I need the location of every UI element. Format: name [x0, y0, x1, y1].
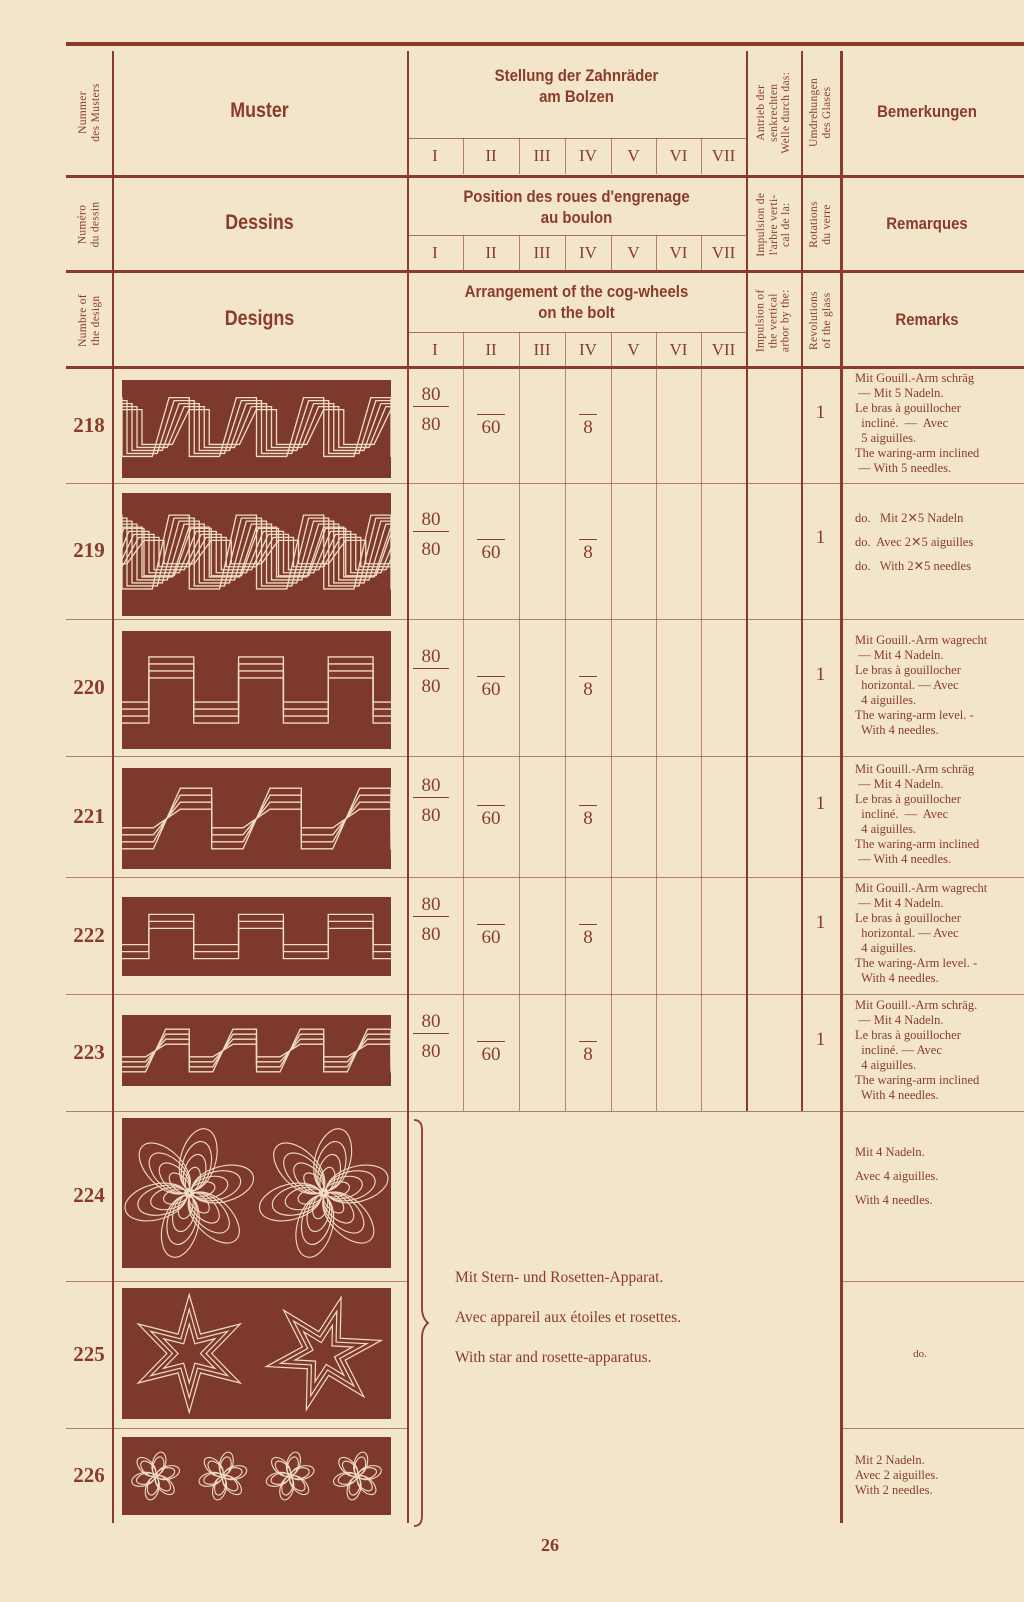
remark-line: With 4 needles. — [855, 971, 939, 985]
rotations-value: 1 — [815, 1028, 826, 1050]
gear-column-III: III — [533, 243, 551, 262]
gear-col-divider — [656, 138, 657, 174]
header-impulsion-label — [755, 289, 793, 352]
label-line: du verre — [820, 204, 833, 245]
gear-column-IV: IV — [579, 243, 597, 262]
column-rule — [840, 51, 843, 1523]
gear-IV: 8 — [579, 414, 597, 439]
gear-column-IV: IV — [579, 340, 597, 359]
remark-line: 5 aiguilles. — [855, 431, 917, 445]
remark-line: — With 4 needles. — [855, 852, 952, 866]
column-rule — [746, 51, 748, 1111]
gear-column-II: II — [485, 243, 497, 262]
header-bottom-rule — [66, 366, 1024, 369]
row-divider — [66, 756, 407, 757]
label-line: Stellung der Zahnräder — [494, 66, 659, 85]
row-divider — [840, 1281, 1024, 1282]
gear-column-VI: VI — [669, 340, 688, 359]
remarks-cell — [855, 512, 1024, 572]
header-impulsion-english — [746, 273, 801, 368]
remark-line: Le bras à gouillocher — [855, 1028, 961, 1042]
label-line: arbor by the: — [779, 289, 792, 352]
header-remarks-german: Bemerkungen — [877, 101, 977, 121]
gear-col-divider — [611, 368, 612, 1111]
gear-column-VI: VI — [669, 146, 688, 165]
header-gears-german — [427, 65, 725, 107]
gear-column-VII: VII — [711, 243, 736, 262]
gear-column-III: III — [533, 146, 551, 165]
gear-col-divider — [463, 332, 464, 368]
gear-column-IV: IV — [579, 146, 597, 165]
remark-line: With 2 needles. — [855, 1483, 933, 1497]
label-line: Nummer — [76, 91, 89, 134]
gear-col-divider — [565, 368, 566, 1111]
gear-I-bottom: 80 — [421, 675, 441, 697]
label-line: du dessin — [88, 201, 101, 248]
header-number-label — [76, 202, 101, 248]
design-swatch-219 — [122, 493, 391, 616]
design-swatch-221 — [122, 768, 391, 869]
note-line: Mit Stern- und Rosetten-Apparat. — [455, 1269, 664, 1286]
column-rule — [112, 51, 114, 1523]
subheader-divider — [407, 332, 746, 333]
column-rule — [801, 51, 803, 1111]
header-rotations-german — [801, 51, 840, 174]
row-divider — [407, 756, 840, 757]
header-divider — [66, 270, 1024, 273]
design-swatch-218 — [122, 380, 391, 478]
remarks-cell — [855, 371, 1024, 476]
swatch-background — [122, 1288, 391, 1419]
row-divider — [66, 1111, 407, 1112]
remark-line: The waring-arm level. - — [855, 708, 974, 722]
column-rule — [407, 51, 409, 1523]
label-line: Numéro — [76, 204, 89, 245]
remark-line: 4 aiguilles. — [855, 822, 917, 836]
header-impulsion-label — [755, 193, 793, 257]
remark-line: With 4 needles. — [855, 723, 939, 737]
gear-column-V: V — [627, 340, 640, 359]
header-rotations-french — [801, 178, 840, 271]
label-line: Antrieb der — [754, 84, 767, 141]
header-gears-english — [427, 281, 725, 323]
design-number: 226 — [73, 1462, 105, 1487]
gear-column-I: I — [432, 243, 438, 262]
gear-I-bottom: 80 — [421, 923, 441, 945]
design-number: 221 — [73, 803, 105, 828]
gear-II: 60 — [477, 414, 505, 439]
row-divider — [66, 1428, 407, 1429]
gear-column-II: II — [485, 146, 497, 165]
design-number: 218 — [73, 412, 105, 437]
gear-col-divider — [565, 332, 566, 368]
header-divider — [66, 175, 1024, 178]
header-designs-english: Designs — [224, 306, 295, 330]
design-swatch-220 — [122, 631, 391, 749]
row-divider — [66, 994, 407, 995]
remarks-cell — [855, 881, 1024, 986]
remarks-cell — [855, 633, 1024, 738]
remark-line: With 4 needles. — [855, 1088, 939, 1102]
gear-column-I: I — [432, 340, 438, 359]
remark-line: — Mit 4 Nadeln. — [855, 648, 944, 662]
design-swatch-222 — [122, 897, 391, 976]
row-divider — [66, 1281, 407, 1282]
gear-II: 60 — [477, 805, 505, 830]
remarks-cell — [855, 1453, 1024, 1498]
gear-I-bottom: 80 — [421, 539, 441, 560]
label-line: Numbre of — [76, 294, 89, 347]
label-line: the vertical — [767, 292, 780, 349]
gear-II: 60 — [477, 676, 505, 701]
remark-line: The waring-arm inclined — [855, 837, 980, 851]
row-divider — [66, 483, 407, 484]
label-line: des Glases — [820, 86, 833, 139]
remark-line: incliné. — Avec — [855, 416, 949, 430]
remark-line: Mit Gouill.-Arm schräg. — [855, 998, 978, 1012]
header-remarks-french: Remarques — [886, 213, 968, 233]
gear-II: 60 — [477, 1041, 505, 1066]
note-line: Avec appareil aux étoiles et rosettes. — [455, 1309, 682, 1326]
gear-IV: 8 — [579, 539, 597, 564]
top-rule — [66, 42, 1024, 46]
swatch-background — [122, 631, 391, 749]
page-number: 26 — [541, 1535, 559, 1555]
design-swatch-225 — [122, 1288, 391, 1419]
note-line: With star and rosette-apparatus. — [455, 1349, 652, 1366]
header-rotations-english — [801, 273, 840, 368]
subheader-divider — [407, 138, 746, 139]
remark-line: Mit 2 Nadeln. — [855, 1453, 925, 1467]
gear-column-VII: VII — [711, 340, 736, 359]
gear-col-divider — [656, 235, 657, 271]
remark-line: 4 aiguilles. — [855, 1058, 917, 1072]
row-divider — [840, 483, 1024, 484]
gear-I-top: 80 — [413, 646, 449, 669]
gear-col-divider — [565, 138, 566, 174]
remark-line: horizontal. — Avec — [855, 926, 959, 940]
gear-II: 60 — [477, 539, 505, 564]
header-impulsion-german — [746, 51, 801, 174]
header-rotations-label — [808, 291, 833, 350]
gear-column-V: V — [627, 146, 640, 165]
gear-I-top: 80 — [413, 1011, 449, 1034]
design-swatch-224 — [122, 1118, 391, 1268]
header-rotations-label — [808, 78, 833, 147]
remark-line: horizontal. — Avec — [855, 678, 959, 692]
header-number-label — [77, 294, 102, 347]
gear-column-II: II — [485, 340, 497, 359]
remark-line: Le bras à gouillocher — [855, 401, 961, 415]
gear-col-divider — [463, 368, 464, 1111]
remarks-cell — [855, 762, 1024, 867]
remarks-cell — [855, 1146, 1024, 1206]
label-line: au boulon — [540, 208, 613, 227]
gear-column-I: I — [432, 146, 438, 165]
remark-line: — Mit 5 Nadeln. — [855, 386, 944, 400]
gear-col-divider — [611, 332, 612, 368]
design-number: 224 — [73, 1183, 105, 1207]
remark-line: Mit 4 Nadeln. — [855, 1146, 925, 1159]
gear-column-V: V — [627, 243, 640, 262]
gear-col-divider — [519, 235, 520, 271]
remark-line: Avec 4 aiguilles. — [855, 1169, 939, 1183]
gear-col-divider — [611, 235, 612, 271]
gear-col-divider — [519, 368, 520, 1111]
design-number: 219 — [73, 538, 105, 562]
gear-I-top: 80 — [413, 775, 449, 798]
swatch-background — [122, 897, 391, 976]
gear-col-divider — [463, 235, 464, 271]
header-impulsion-label — [755, 72, 793, 154]
apparatus-note — [455, 1258, 681, 1378]
remark-line: With 4 needles. — [855, 1193, 933, 1206]
gear-col-divider — [701, 332, 702, 368]
remark-line: Le bras à gouillocher — [855, 792, 961, 806]
header-designs-french: Dessins — [225, 210, 294, 234]
remark-line: The waring-arm inclined — [855, 1073, 980, 1087]
design-number: 223 — [73, 1039, 105, 1064]
remark-line: Mit Gouill.-Arm schräg — [855, 762, 975, 776]
gear-IV: 8 — [579, 924, 597, 949]
gear-column-VI: VI — [669, 243, 688, 262]
remark-line: do. — [913, 1347, 927, 1360]
remark-line: Le bras à gouillocher — [855, 663, 961, 677]
remark-line: do. With 2✕5 needles — [855, 558, 971, 572]
row-divider — [840, 994, 1024, 995]
row-divider — [407, 1111, 840, 1112]
remark-line: — Mit 4 Nadeln. — [855, 777, 944, 791]
remark-line: Mit Gouill.-Arm schräg — [855, 371, 975, 385]
remark-line: The waring-Arm level. - — [855, 956, 978, 970]
gear-col-divider — [565, 235, 566, 271]
gear-column-III: III — [533, 340, 551, 359]
remark-line: — Mit 4 Nadeln. — [855, 1013, 944, 1027]
design-swatch-226 — [122, 1437, 391, 1515]
label-line: Rotations — [808, 201, 821, 248]
remark-line: do. Mit 2✕5 Nadeln — [855, 511, 964, 525]
remark-line: The waring-arm inclined — [855, 446, 980, 460]
remark-line — [855, 548, 1024, 560]
gear-col-divider — [611, 138, 612, 174]
label-line: Impulsion de — [754, 192, 767, 257]
row-divider — [840, 1111, 1024, 1112]
gear-col-divider — [701, 138, 702, 174]
label-line: Arrangement of the cog-wheels — [464, 282, 689, 301]
row-divider — [407, 994, 840, 995]
label-line: senkrechten — [767, 83, 780, 142]
brace-icon — [410, 1118, 430, 1528]
label-line: Position des roues d'engrenage — [463, 187, 690, 206]
subheader-divider — [407, 235, 746, 236]
remarks-cell — [855, 1347, 985, 1362]
header-number-french — [66, 178, 112, 271]
row-divider — [66, 877, 407, 878]
gear-IV: 8 — [579, 805, 597, 830]
gear-column-VII: VII — [711, 146, 736, 165]
remark-line — [855, 524, 1024, 536]
label-line: Impulsion of — [754, 289, 767, 352]
rotations-value: 1 — [815, 792, 826, 814]
gear-II: 60 — [477, 924, 505, 949]
gear-I-top: 80 — [413, 384, 449, 407]
remark-line: incliné. — Avec — [855, 807, 949, 821]
gear-col-divider — [463, 138, 464, 174]
rotations-value: 1 — [815, 663, 826, 685]
rotations-value: 1 — [815, 401, 826, 423]
design-number: 222 — [73, 922, 105, 947]
gear-col-divider — [519, 332, 520, 368]
gear-IV: 8 — [579, 676, 597, 701]
gear-col-divider — [519, 138, 520, 174]
gear-col-divider — [656, 332, 657, 368]
design-number: 220 — [73, 674, 105, 699]
gear-IV: 8 — [579, 1041, 597, 1066]
gear-I-top: 80 — [413, 509, 449, 532]
rotations-value: 1 — [815, 911, 826, 933]
remark-line: Mit Gouill.-Arm wagrecht — [855, 881, 988, 895]
remark-line: Avec 2 aiguilles. — [855, 1468, 939, 1482]
remarks-cell — [855, 998, 1024, 1103]
gear-col-divider — [701, 235, 702, 271]
header-impulsion-french — [746, 178, 801, 271]
gear-col-divider — [701, 368, 702, 1111]
design-swatch-223 — [122, 1015, 391, 1086]
header-number-label — [77, 83, 102, 142]
label-line: Umdrehungen — [808, 77, 820, 148]
remark-line: Mit Gouill.-Arm wagrecht — [855, 633, 988, 647]
label-line: Revolutions — [808, 291, 821, 350]
header-designs-german: Muster — [230, 98, 289, 122]
header-rotations-label — [808, 201, 833, 248]
header-number-english — [66, 273, 112, 368]
header-remarks-english: Remarks — [895, 309, 959, 329]
gear-I-bottom: 80 — [421, 804, 441, 826]
row-divider — [840, 619, 1024, 620]
label-line: on the bolt — [538, 303, 615, 322]
header-number-german — [66, 51, 112, 174]
remark-line: 4 aiguilles. — [855, 941, 917, 955]
gear-col-divider — [656, 368, 657, 1111]
label-line: Welle durch das: — [779, 71, 792, 154]
row-divider — [840, 1428, 1024, 1429]
remark-line: do. Avec 2✕5 aiguilles — [855, 534, 974, 549]
design-number: 225 — [73, 1341, 105, 1366]
label-line: des Musters — [89, 83, 101, 142]
row-divider — [66, 619, 407, 620]
label-line: cal de la: — [779, 202, 792, 247]
remark-line: Le bras à gouillocher — [855, 911, 961, 925]
remark-line: — Mit 4 Nadeln. — [855, 896, 944, 910]
rotations-value: 1 — [815, 527, 826, 548]
gear-I-bottom: 80 — [421, 413, 441, 435]
row-divider — [407, 619, 840, 620]
remark-line: incliné. — Avec — [855, 1043, 942, 1057]
gear-I-top: 80 — [413, 894, 449, 917]
label-line: the design — [89, 295, 101, 346]
row-divider — [840, 756, 1024, 757]
remark-line: — With 5 needles. — [855, 461, 952, 475]
remark-line: 4 aiguilles. — [855, 693, 917, 707]
label-line: l'arbre verti- — [767, 194, 780, 255]
row-divider — [407, 877, 840, 878]
label-line: of the glass — [820, 292, 833, 349]
brace-path — [414, 1120, 428, 1526]
gear-I-bottom: 80 — [421, 1040, 441, 1062]
header-gears-french — [427, 186, 725, 228]
row-divider — [407, 483, 840, 484]
label-line: am Bolzen — [539, 87, 614, 106]
row-divider — [840, 877, 1024, 878]
